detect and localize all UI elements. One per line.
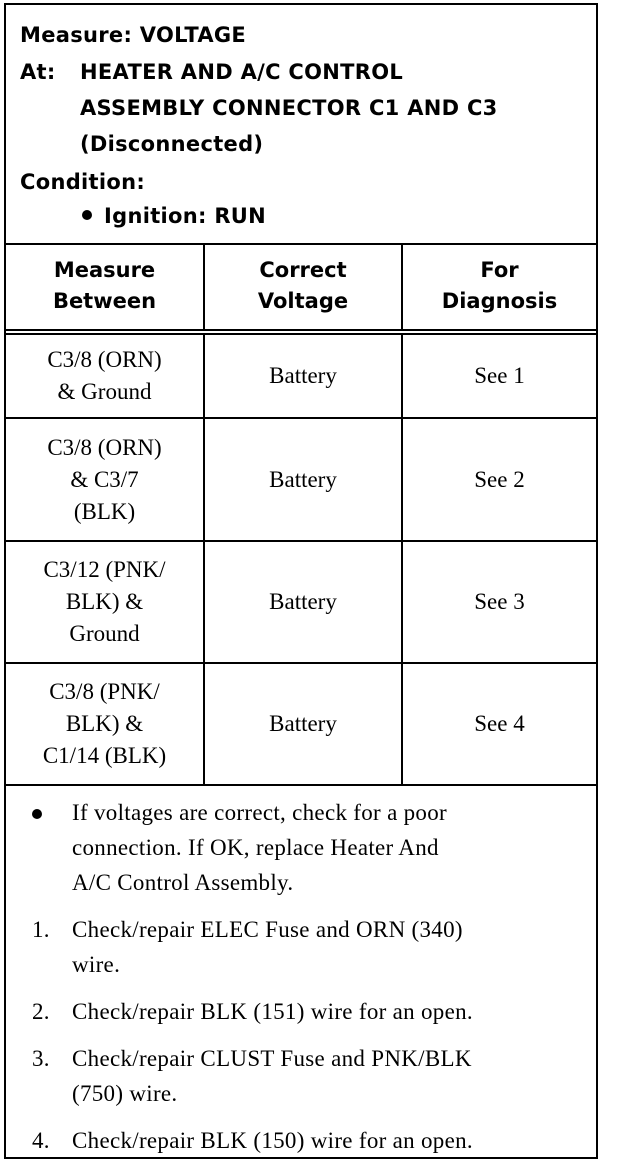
cell-between: C3/8 (ORN) & Ground bbox=[6, 332, 204, 418]
measure-line bbox=[20, 23, 246, 47]
table-row bbox=[6, 418, 596, 541]
test-header bbox=[6, 5, 596, 245]
at-line-2: ASSEMBLY CONNECTOR C1 AND C3 bbox=[80, 96, 498, 120]
condition-item bbox=[82, 204, 266, 228]
cell-voltage: Battery bbox=[204, 332, 402, 418]
note-1: 1. Check/repair ELEC Fuse and ORN (340) wire. bbox=[6, 912, 596, 982]
at-line-3: (Disconnected) bbox=[80, 132, 264, 156]
note-3: 3. Check/repair CLUST Fuse and PNK/BLK (750) wire. bbox=[6, 1041, 596, 1111]
col-header-measure-between: Measure Between bbox=[6, 243, 204, 332]
cell-diagnosis: See 4 bbox=[402, 663, 596, 785]
note-4: 4. Check/repair BLK (150) wire for an open. bbox=[6, 1123, 596, 1158]
at-label: At: bbox=[20, 60, 56, 84]
cell-voltage: Battery bbox=[204, 663, 402, 785]
cell-between: C3/8 (ORN) & C3/7 (BLK) bbox=[6, 418, 204, 541]
cell-diagnosis: See 1 bbox=[402, 332, 596, 418]
measure-label: Measure: bbox=[20, 23, 133, 47]
note-number: 1. bbox=[32, 917, 50, 942]
cell-between: C3/8 (PNK/ BLK) & C1/14 (BLK) bbox=[6, 663, 204, 785]
cell-diagnosis: See 3 bbox=[402, 541, 596, 663]
condition-text: Ignition: RUN bbox=[104, 204, 267, 228]
at-line-1: HEATER AND A/C CONTROL bbox=[80, 60, 404, 84]
note-number: 2. bbox=[32, 999, 50, 1024]
table-row bbox=[6, 332, 596, 418]
cell-diagnosis: See 2 bbox=[402, 418, 596, 541]
cell-voltage: Battery bbox=[204, 418, 402, 541]
col-header-for-diagnosis: For Diagnosis bbox=[402, 243, 596, 332]
table-row bbox=[6, 541, 596, 663]
measure-value: VOLTAGE bbox=[139, 23, 247, 47]
note-number: 3. bbox=[32, 1046, 50, 1071]
bullet-icon bbox=[32, 809, 42, 819]
condition-label: Condition: bbox=[20, 170, 146, 194]
table-header-row bbox=[6, 243, 596, 332]
note-2: 2. Check/repair BLK (151) wire for an open. bbox=[6, 994, 596, 1029]
table-row bbox=[6, 663, 596, 785]
measurement-table bbox=[6, 243, 596, 786]
procedure-box bbox=[4, 3, 598, 1159]
col-header-correct-voltage: Correct Voltage bbox=[204, 243, 402, 332]
cell-between: C3/12 (PNK/ BLK) & Ground bbox=[6, 541, 204, 663]
note-number: 4. bbox=[32, 1128, 50, 1153]
cell-voltage: Battery bbox=[204, 541, 402, 663]
bullet-icon bbox=[82, 210, 92, 220]
note-general: If voltages are correct, check for a poor connection. If OK, replace Heater And A/C Control Assembly. bbox=[6, 795, 596, 900]
diagnosis-notes bbox=[6, 795, 596, 1170]
